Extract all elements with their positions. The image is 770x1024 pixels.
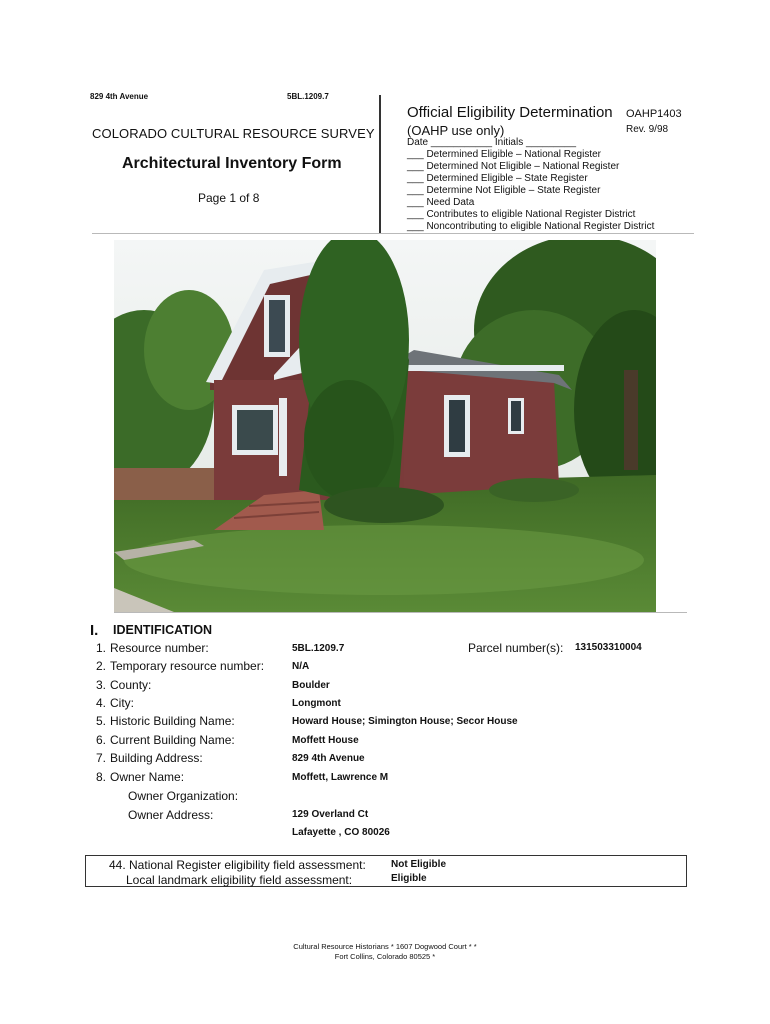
field-temporary-number-value: N/A (292, 661, 310, 672)
field-number: 3. (95, 678, 106, 692)
date-initials-line: Date ___________ Initials _________ (407, 137, 577, 148)
field-current-name-value: Moffett House (292, 735, 359, 746)
field-owner-name-label (88, 770, 184, 784)
national-eligibility-label: 44. National Register eligibility field assessment: (109, 858, 366, 872)
field-historic-name-label (88, 714, 235, 728)
official-determination-list (407, 137, 654, 233)
section-title: IDENTIFICATION (113, 623, 213, 637)
local-eligibility-label: Local landmark eligibility field assessment: (126, 873, 353, 887)
determination-item: ___ Determined Not Eligible – National Register (407, 161, 620, 172)
header-resource-id: 5BL.1209.7 (287, 92, 329, 101)
field-parcel-value: 131503310004 (575, 642, 642, 653)
field-number: 5. (95, 714, 106, 728)
field-label: Historic Building Name: (110, 714, 235, 728)
determination-item: ___ Need Data (407, 197, 475, 208)
field-owner-address-label: Owner Address: (128, 808, 214, 822)
field-number: 2. (95, 659, 106, 673)
field-label: Building Address: (110, 751, 203, 765)
form-revision: Rev. 9/98 (626, 124, 669, 135)
form-title: Architectural Inventory Form (122, 155, 342, 172)
local-eligibility-value: Eligible (391, 873, 427, 884)
form-code: OAHP1403 (626, 108, 682, 120)
field-number: 6. (95, 733, 106, 747)
survey-title: COLORADO CULTURAL RESOURCE SURVEY (92, 126, 375, 141)
field-city-label (88, 696, 134, 710)
field-current-name-label (88, 733, 235, 747)
determination-item: ___ Determined Eligible – National Register (407, 149, 601, 160)
header-address: 829 4th Avenue (90, 92, 149, 101)
field-number: 7. (95, 751, 106, 765)
building-photograph (114, 240, 656, 612)
photo-divider (114, 612, 687, 613)
field-label: Owner Name: (110, 770, 185, 784)
field-resource-number-value: 5BL.1209.7 (292, 643, 345, 654)
field-owner-name-value: Moffett, Lawrence M (292, 772, 389, 783)
field-owner-organization-label: Owner Organization: (128, 789, 239, 803)
national-eligibility-value: Not Eligible (391, 859, 446, 870)
field-building-address-value: 829 4th Avenue (292, 753, 365, 764)
determination-item: ___ Contributes to eligible National Register District (407, 209, 636, 220)
footer-line-1: Cultural Resource Historians * 1607 Dogwood Court * * (293, 942, 477, 951)
field-label: County: (110, 678, 152, 692)
field-label: City: (110, 696, 134, 710)
field-historic-name-value: Howard House; Simington House; Secor House (292, 716, 518, 727)
header-divider-vertical (379, 95, 381, 233)
determination-item: ___ Determined Eligible – State Register (407, 173, 588, 184)
header-divider-horizontal (92, 233, 694, 234)
field-county-value: Boulder (292, 680, 330, 691)
field-county-label (88, 678, 151, 692)
field-city-value: Longmont (292, 698, 341, 709)
determination-item: ___ Determine Not Eligible – State Register (407, 185, 601, 196)
determination-item: ___ Noncontributing to eligible National Register District (407, 221, 655, 232)
field-number: 1. (95, 641, 106, 655)
page-info: Page 1 of 8 (198, 191, 260, 205)
field-label: Current Building Name: (110, 733, 235, 747)
field-label: Temporary resource number: (110, 659, 265, 673)
field-parcel-label: Parcel number(s): (468, 641, 564, 655)
field-temporary-number-label (88, 659, 264, 673)
field-number: 8. (95, 770, 106, 784)
field-owner-address-line2: Lafayette , CO 80026 (292, 827, 390, 838)
field-building-address-label (88, 751, 203, 765)
section-number: I. (90, 622, 99, 639)
field-owner-address-line1: 129 Overland Ct (292, 809, 369, 820)
official-determination-title: Official Eligibility Determination (407, 104, 613, 121)
field-label: Resource number: (110, 641, 209, 655)
field-resource-number-label (88, 641, 209, 655)
footer-line-2: Fort Collins, Colorado 80525 * (334, 952, 436, 961)
official-determination-subtitle: (OAHP use only) (407, 123, 505, 138)
field-number: 4. (95, 696, 106, 710)
